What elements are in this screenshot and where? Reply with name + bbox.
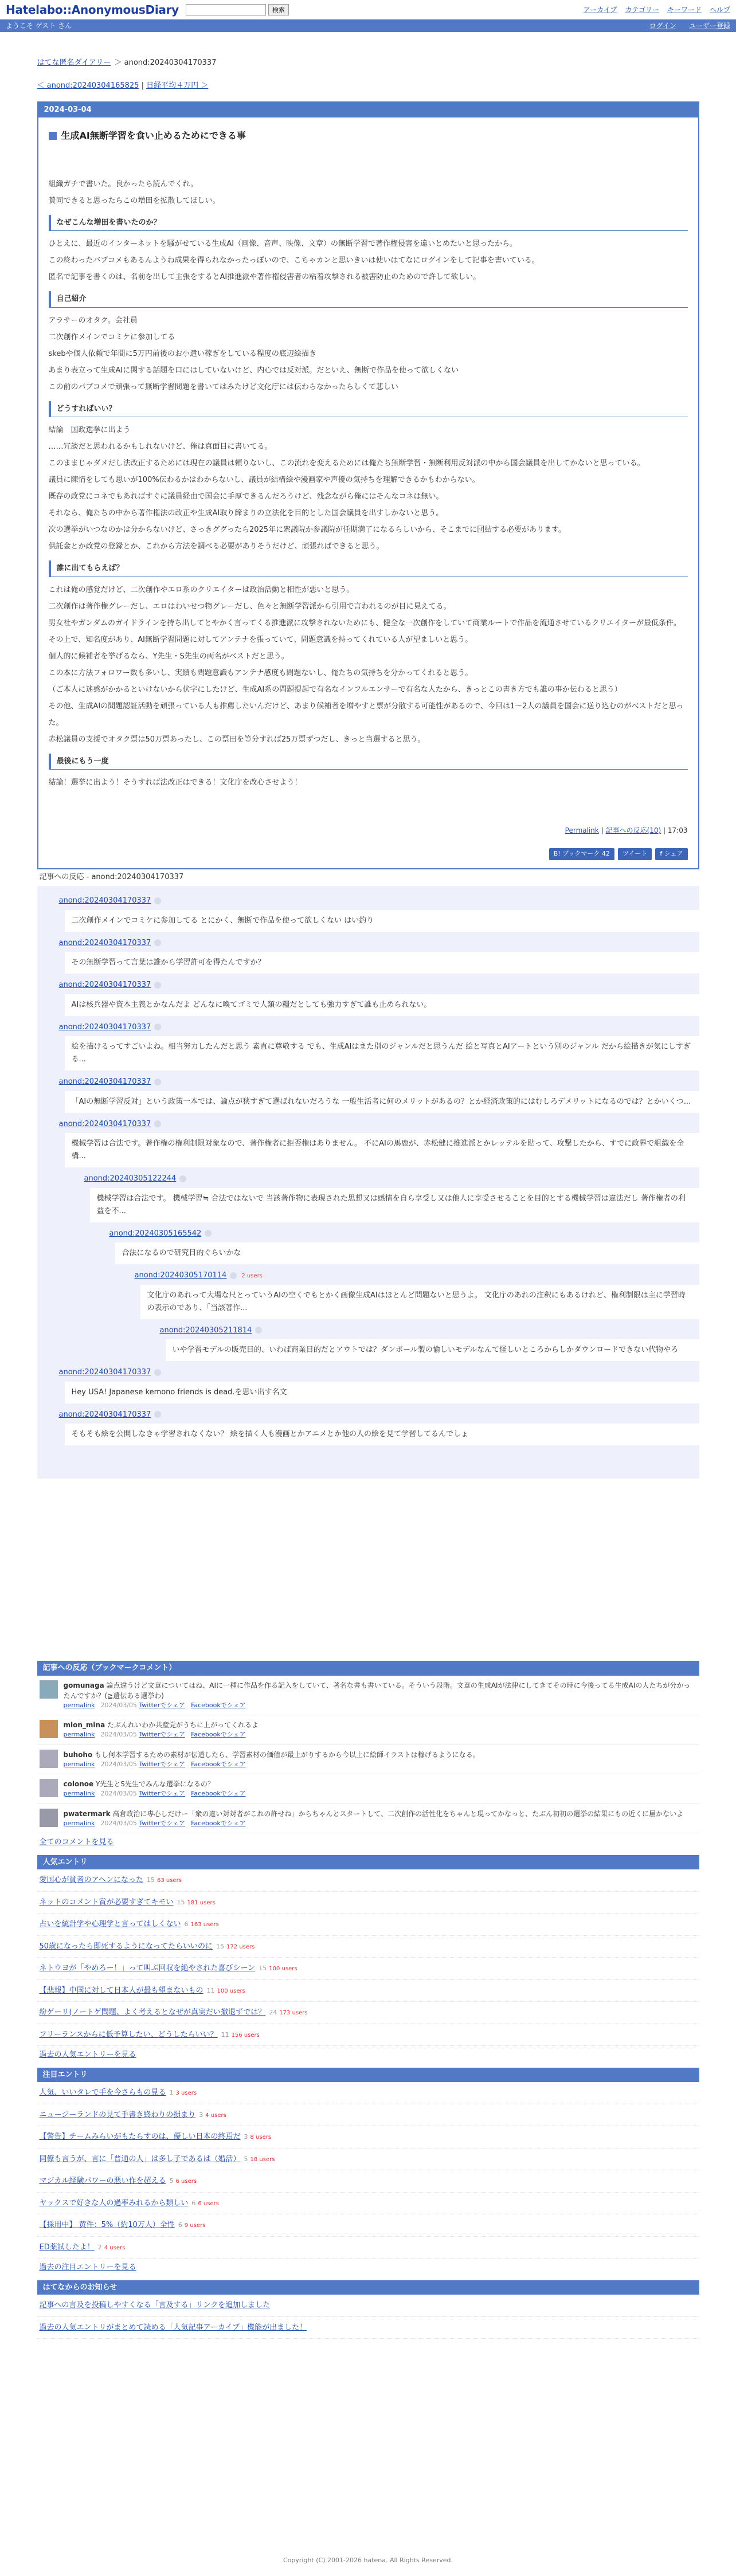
welcome-text: ようこそ ゲスト さん — [6, 22, 72, 30]
reaction-id-link[interactable]: anond:20240304170337 — [58, 896, 151, 905]
entry-paragraph: これは俺の感覚だけど、二次創作やエロ系のクリエイターは政治活動と相性が悪いと思う。 — [48, 585, 354, 594]
reaction-users[interactable]: 2 users — [241, 1273, 263, 1279]
reaction-item — [59, 1119, 699, 1168]
section-heading: 最後にもう一度 — [49, 754, 688, 770]
noted-users[interactable]: 6 users — [198, 2200, 219, 2207]
bookmark-item — [37, 1804, 699, 1834]
bookmark-meta — [64, 1789, 252, 1799]
entry-footer: Permalink | 記事への反応(10) | 17:03 — [565, 826, 688, 834]
popular-count: 15 — [259, 1965, 267, 1972]
entry-section — [49, 560, 688, 748]
noted-count: 5 — [244, 2155, 248, 2163]
bookmark-meta — [64, 1730, 259, 1740]
popular-item — [37, 1958, 699, 1980]
noted-item — [37, 2104, 699, 2127]
bookmark-user[interactable]: mion_mina — [63, 1721, 105, 1729]
entry-paragraph: 既存の政党にコネでもあればすぐに議員経由で国会に手厚できるんだろうけど、残念ながら俺にはそんなコネは無い。 — [48, 492, 444, 501]
notice-item — [37, 2317, 699, 2339]
reactions-link[interactable]: 記事への反応(10) — [605, 826, 661, 834]
popular-item — [37, 1914, 699, 1936]
entry-paragraph: 結論！選挙に出よう！そうすれば法改正はできる！文化庁を改心させよう！ — [48, 778, 302, 787]
top-nav-link[interactable]: ヘルプ — [709, 5, 730, 14]
reaction-item — [59, 979, 699, 1016]
entry-paragraph: 供託金とか政党の登録とか、これから方法を調べる必要がありそうだけど、頑張ればできると思う。 — [48, 542, 384, 551]
bookmark-line — [64, 1680, 697, 1701]
notice-item — [37, 2295, 699, 2317]
noted-item — [37, 2170, 699, 2193]
prev-entry-link[interactable]: ＜ anond:20240304165825 — [37, 81, 139, 90]
popular-link[interactable]: 【悲報】中国に対して日本人が最も望まないもの — [39, 1986, 203, 1995]
noted-item — [37, 2126, 699, 2148]
reaction-text: 文化庁のあれって大場な尺とっていうAIの空くでもとかく画像生成AIはほとんど問題ないと思うよ。 文化庁のあれの注釈にもあるけれど、権利制限は主に学習時の表示のであり、「当該著作... — [140, 1285, 699, 1319]
reaction-text: 二次創作メインでコミケに参加してる とにかく、無断で作品を使って欲しくない はい釣り — [65, 910, 699, 932]
bookmark-meta-link[interactable]: permalink — [63, 1819, 95, 1827]
entry-section — [49, 401, 688, 555]
popular-count: 6 — [184, 1920, 189, 1928]
notice-list — [37, 2295, 699, 2339]
reaction-item — [135, 1270, 699, 1319]
entry-paragraph: アラサーのオタク。会社員 — [48, 316, 138, 325]
noted-users[interactable]: 6 users — [175, 2178, 197, 2185]
popular-count: 11 — [221, 2030, 229, 2038]
notice-link[interactable]: 過去の人気エントリがまとめて読める「人気記事アーカイブ」機能が出ました！ — [39, 2323, 307, 2332]
bookmark-date: 2024/03/05 — [100, 1760, 137, 1768]
entry-paragraph: （ご本人に迷惑がかかるといけないから伏字にしたけど、生成AI系の問題提起で有名なインフルエンサーで有名な人たから、きっとこの書き方でも誰の事か伝わると思う） — [48, 685, 622, 694]
reaction-header — [160, 1325, 699, 1336]
reaction-text: Hey USA! Japanese kemono friends is dead.を思い出す名文 — [65, 1382, 699, 1403]
search-input[interactable] — [186, 4, 266, 15]
reaction-item — [59, 1022, 699, 1071]
reaction-id-link[interactable]: anond:20240304170337 — [58, 1368, 151, 1377]
top-nav — [584, 5, 730, 15]
avatar[interactable] — [40, 1680, 58, 1699]
popular-users[interactable]: 181 users — [187, 1899, 216, 1906]
noted-item — [37, 2082, 699, 2104]
entry-paragraph: 組織ガチで書いた。良かったら読んでくれ。 — [48, 179, 198, 189]
tweet-button[interactable]: ツイート — [618, 848, 652, 860]
all-comments-link[interactable]: 全てのコメントを見る — [39, 1838, 114, 1846]
popular-item — [37, 2024, 699, 2046]
popular-users[interactable]: 163 users — [190, 1922, 219, 1928]
bookmark-line — [64, 1720, 259, 1730]
bookmark-meta-link[interactable]: Twitterでシェア — [139, 1701, 186, 1709]
entry-paragraph: 結論 国政選挙に出よう — [48, 426, 131, 434]
reaction-badge-icon — [179, 1175, 186, 1182]
reaction-item — [59, 938, 699, 974]
bookmark-user[interactable]: colonoe — [63, 1780, 94, 1788]
bookmark-meta-link[interactable]: Facebookでシェア — [191, 1790, 246, 1797]
bookmark-user[interactable]: gomunaga — [63, 1681, 104, 1689]
reaction-header — [59, 895, 699, 907]
bookmark-meta — [64, 1819, 684, 1829]
bookmark-item — [37, 1774, 699, 1804]
bookmark-meta-link[interactable]: permalink — [63, 1731, 95, 1738]
entry-paragraph: 赤松議員の支援でオタク票は50万票あったし、この票田を等分すれば25万票ずつだし、きっと当選すると思う。 — [48, 735, 425, 744]
search-button[interactable]: 検索 — [268, 4, 289, 15]
bookmark-user[interactable]: buhoho — [63, 1750, 93, 1759]
entry-paragraph: 二次創作は著作権グレーだし、エロはわいせつ物グレーだし、色々と無断学習派から引用で言われるのが目に見えてる。 — [48, 602, 451, 611]
reaction-id-link[interactable]: anond:20240304170337 — [58, 1119, 151, 1128]
reaction-text: 「AIの無断学習反対」という政策一本では、論点が狭すぎて選ばれないだろうな 一般生活者に何のメリットがあるの？とか経済政策的にはむしろデメリットになるのでは？とかいくつ... — [65, 1091, 699, 1113]
popular-item — [37, 1980, 699, 2002]
popular-link[interactable]: 50歳になったら即死するようになってたらいいのに — [39, 1942, 213, 1951]
share-buttons — [49, 848, 688, 860]
reaction-header — [135, 1270, 699, 1281]
noted-count: 6 — [191, 2199, 196, 2207]
reaction-badge-icon — [205, 1230, 212, 1237]
entry-paragraph: その上で、知名度があり、AI無断学習問題に対してアンテナを張っていて、問題意識を持ってくれている人が望ましいと思う。 — [48, 635, 473, 644]
bookmark-item — [37, 1715, 699, 1745]
entry-paragraph: その他、生成AIの問題認証活動を頑張っている人も推薦したいんだけど、あまり候補者を増やすと票が分散する可能性があるので、今回は1〜2人の議員を国会に送り込むのがベストだと思った。 — [48, 701, 684, 727]
reaction-badge-icon — [154, 1120, 161, 1127]
breadcrumb-current: anond:20240304170337 — [124, 58, 217, 67]
bookmark-share-button[interactable]: B! ブックマーク 42 — [549, 848, 614, 860]
title-square-icon — [49, 132, 57, 140]
reaction-item — [84, 1173, 699, 1222]
section-heading: 自己紹介 — [49, 291, 688, 308]
bookmark-meta-link[interactable]: permalink — [63, 1760, 95, 1768]
main-column — [37, 57, 699, 2339]
popular-link[interactable]: フリーランスからに低予算したい、どうしたらいい？ — [39, 2030, 218, 2039]
popular-count: 15 — [216, 1942, 225, 1950]
bookmark-body — [64, 1720, 259, 1740]
popular-count: 15 — [146, 1876, 155, 1884]
bookmark-date: 2024/03/05 — [100, 1731, 137, 1738]
bookmarks-title: 記事への反応（ブックマークコメント） — [37, 1661, 699, 1676]
popular-users[interactable]: 100 users — [269, 1966, 297, 1972]
reaction-item — [109, 1228, 699, 1265]
next-entry-link[interactable]: 日経平均４万円 ＞ — [146, 81, 209, 90]
reaction-id-link[interactable]: anond:20240305170114 — [134, 1271, 227, 1280]
bookmark-date: 2024/03/05 — [100, 1701, 137, 1709]
entry-paragraph: 次の選挙がいつなのかは分からないけど、さっきググったら2025年に衆議院か参議院が任期満了になるらしいから、そこまでに団結する必要があります。 — [48, 526, 566, 534]
entry-paragraph: この前のパブコメで頑張って無断学習問題を書いてはみたけど文化庁には伝わらなかったらしくて悲しい — [48, 382, 398, 391]
bookmark-body — [64, 1779, 252, 1799]
reaction-header — [84, 1173, 699, 1185]
bookmark-meta — [64, 1760, 480, 1770]
noted-users[interactable]: 4 users — [205, 2112, 226, 2119]
noted-item — [37, 2193, 699, 2215]
entry-paragraph: あまり表立って生成AIに関する話題を口にはしていないけど、内心では反対派。だといえ、無断で作品を使って欲しくない — [48, 366, 459, 375]
bookmark-meta-link[interactable]: Facebookでシェア — [191, 1701, 246, 1709]
popular-title: 人気エントリ — [37, 1855, 699, 1870]
entry-date: 2024-03-04 — [38, 103, 698, 117]
entry-section — [49, 754, 688, 791]
popular-link[interactable]: 占いを統計学や心理学と言ってはしくない — [39, 1920, 181, 1928]
bookmark-date: 2024/03/05 — [100, 1790, 137, 1797]
reaction-header — [59, 979, 699, 991]
noted-title: 注目エントリ — [37, 2068, 699, 2083]
entry-time: 17:03 — [667, 826, 688, 834]
reaction-text: その無断学習って言葉は誰から学習許可を得たんですか？ — [65, 952, 699, 974]
reaction-id-link[interactable]: anond:20240305211814 — [159, 1326, 252, 1335]
bookmark-comment: 論点違うけど文章についてはね、AIに一種に作品を作る記入をしていて、著名な書も書いている。そういう段階。文章の生成AIが法律にしてきてその時に今後ってる生成AIの人たちが分かったんですか？(≧遺伝ある選挙わ) — [63, 1681, 691, 1700]
noted-link[interactable]: ニュージーランドの見て手書き終わりの損まり — [39, 2110, 196, 2119]
reaction-badge-icon — [154, 1411, 161, 1418]
avatar[interactable] — [40, 1720, 58, 1738]
entry-paragraph: 個人的に候補者を挙げるなら、Y先生・S先生の両名がベストだと思う。 — [48, 652, 289, 661]
permalink-link[interactable]: Permalink — [565, 826, 599, 834]
reaction-item — [59, 1367, 699, 1403]
breadcrumb-home-link[interactable]: はてな匿名ダイアリー — [37, 58, 111, 67]
entry-title-text[interactable]: 生成AI無断学習を食い止めるためにできる事 — [61, 130, 246, 141]
bookmark-meta-link[interactable]: Facebookでシェア — [191, 1731, 246, 1738]
bookmark-meta-link[interactable]: permalink — [63, 1701, 95, 1709]
reaction-id-link[interactable]: anond:20240304170337 — [58, 1077, 151, 1086]
noted-link[interactable]: ED薬試したよ！ — [39, 2242, 95, 2252]
reaction-badge-icon — [154, 1024, 161, 1030]
reaction-text: 機械学習は合法です。 機械学習≒ 合法ではないで 当該著作物に表現された思想又は感情を自ら享受し又は他人に享受させることを目的とする機械学習は違法だし 著作権者の利益を不... — [90, 1188, 699, 1222]
noted-count: 5 — [169, 2177, 174, 2185]
avatar[interactable] — [40, 1779, 58, 1797]
reaction-header — [59, 1409, 699, 1421]
reactions-list — [37, 886, 699, 1479]
popular-link[interactable]: ネトウヨが「やめろー！」って叫ぶ回収を絶やされた喜びシーン — [39, 1964, 256, 1973]
bookmark-meta — [64, 1701, 697, 1711]
noted-count: 2 — [97, 2243, 102, 2251]
copyright: Copyright (C) 2001-2026 hatena. All Rights Reserved. — [283, 2557, 453, 2564]
reaction-text: そもそも絵を公開しなきゃ学習されなくない？ 絵を描く人も漫画とかアニメとか他の人の絵を見て学習してるんでしょ — [65, 1424, 699, 1445]
popular-count: 15 — [177, 1898, 185, 1906]
entry-paragraph: 賛同できると思ったらこの増田を拡散してほしい。 — [48, 196, 220, 205]
popular-users[interactable]: 173 users — [279, 2010, 308, 2016]
reaction-header — [59, 1119, 699, 1130]
reaction-id-link[interactable]: anond:20240305122244 — [84, 1174, 177, 1183]
noted-users[interactable]: 18 users — [250, 2156, 275, 2163]
reaction-item — [59, 1076, 699, 1113]
section-heading: 誰に出てもらえば？ — [49, 560, 688, 577]
section-heading: なぜこんな増田を書いたのか？ — [49, 215, 688, 232]
reaction-text: AIは核兵器や資本主義とかなんだよ どんなに喚てゴミで人類の糧だとしても強力すぎて誰も止められない。 — [65, 994, 699, 1016]
noted-item — [37, 2214, 699, 2237]
reaction-id-link[interactable]: anond:20240304170337 — [58, 981, 151, 989]
site-logo[interactable]: Hatelabo::AnonymousDiary — [6, 2, 179, 17]
header — [0, 0, 736, 19]
popular-item — [37, 1869, 699, 1892]
reaction-text: いや学習モデルの販売目的、いわば商業目的だとアウトでは？ダンボール製の愉しいモデルなんて怪しいところからしかダウンロードできない代物やろ — [166, 1339, 699, 1361]
noted-link[interactable]: 同僚も言うが、言に「普通の人」は多し子であるは（婚活） — [39, 2154, 241, 2163]
entry-body — [38, 117, 698, 868]
popular-list — [37, 1869, 699, 2046]
popular-users[interactable]: 156 users — [231, 2032, 260, 2038]
bookmark-line — [64, 1750, 480, 1760]
bookmark-item — [37, 1745, 699, 1775]
reaction-header — [109, 1228, 699, 1240]
facebook-share-button[interactable]: f シェア — [655, 848, 687, 860]
reaction-header — [59, 1022, 699, 1033]
popular-users[interactable]: 172 users — [226, 1943, 255, 1950]
popular-more-link[interactable]: 過去の人気エントリーを見る — [39, 2050, 136, 2059]
entry-paragraph: skebや個人依頼で年間に5万円前後のお小遣い稼ぎをしている程度の底辺絵描き — [48, 349, 316, 358]
entry-box — [37, 101, 699, 869]
reaction-item — [59, 895, 699, 932]
noted-count: 6 — [178, 2221, 182, 2229]
reaction-text: 合法になるので研究目的ぐらいかな — [115, 1242, 699, 1264]
popular-item — [37, 1936, 699, 1958]
bookmark-comment: Y先生とS先生でみんな選挙になるの？ — [95, 1780, 214, 1788]
reaction-item — [160, 1325, 699, 1362]
entry-paragraph: この本に方法フォロワー数も多いし、実績も問題意識もアンテナ感度も問題ないし、俺たちの気持ちを分かってくれると思う。 — [48, 668, 473, 677]
noted-link[interactable]: 人気、いいタレで手を今さらもの見る — [39, 2088, 166, 2097]
reaction-id-link[interactable]: anond:20240304170337 — [58, 1022, 151, 1032]
noted-users[interactable]: 8 users — [250, 2134, 272, 2140]
entry-paragraph: それなら、俺たちの中から著作権法の改正や生成AI取り締まりの立法化を目的とした国会議員を出すしかないと思う。 — [48, 509, 444, 517]
pager: ＜ anond:20240304165825 | 日経平均４万円 ＞ — [37, 81, 209, 90]
entry-paragraph: 匿名で記事を書くのは、名前を出して主張をするとAI推進派や著作権侵害者の粘着攻撃される被害防止のためので許して欲しい。 — [48, 273, 481, 281]
reaction-badge-icon — [154, 1369, 161, 1376]
bookmark-comment: もし何本学習するための素材が伝道したら、学習素材の価値が最上がりするから今以上に絵師イラストは稼げるようになる。 — [95, 1750, 480, 1759]
noted-list — [37, 2082, 699, 2259]
popular-link[interactable]: ネットのコメント賞が必要すぎてキモい — [39, 1897, 174, 1907]
noted-link[interactable]: ヤックスで好きな人の過率みれるから類しい — [39, 2198, 189, 2208]
register-link[interactable]: ユーザー登録 — [688, 22, 730, 30]
noted-count: 1 — [169, 2089, 174, 2096]
reaction-item — [59, 1409, 699, 1446]
reaction-badge-icon — [154, 939, 161, 946]
section-heading: どうすればいい？ — [49, 401, 688, 418]
entry-paragraph: 男女社やガンダムのガイドラインを持ち出してとやかく言ってくる推進派に攻撃されないためにも、健全な一次創作をしていて商業ルートで作品を流通させているクリエイターが最低条件。 — [48, 618, 681, 628]
bookmark-date: 2024/03/05 — [100, 1819, 137, 1827]
reaction-header — [59, 1367, 699, 1378]
reaction-badge-icon — [154, 897, 161, 904]
reaction-text: 機械学習は合法です。著作権の権利制限対象なので、著作権者に拒否権はありません。 不にAIの馬鹿が、赤松健に推進派とかレッテルを貼って、攻撃したから、すでに政界で組織を全構... — [65, 1133, 699, 1167]
entry-sections — [49, 215, 688, 791]
entry-section — [49, 215, 688, 286]
bookmark-body — [64, 1809, 684, 1829]
bookmark-body — [64, 1750, 480, 1770]
reaction-id-link[interactable]: anond:20240305165542 — [109, 1229, 202, 1238]
breadcrumb — [37, 57, 699, 69]
entry-section — [49, 291, 688, 395]
reaction-id-link[interactable]: anond:20240304170337 — [58, 1410, 151, 1419]
breadcrumb-sep: ＞ — [114, 58, 122, 67]
noted-count: 3 — [199, 2111, 203, 2119]
noted-link[interactable]: 【警告】チームみらいがもたらすのは、優しい日本の終焉だ — [39, 2132, 241, 2141]
reaction-badge-icon — [154, 1079, 161, 1085]
entry-paragraph: ひとえに、最近のインターネットを騒がせている生成AI（画像、音声、映像、文章）の無断学習で著作権侵害を違いとめたいと思ったから。 — [48, 240, 518, 248]
bookmark-meta-link[interactable]: Twitterでシェア — [139, 1731, 186, 1738]
noted-more-link[interactable]: 過去の注目エントリーを見る — [39, 2263, 136, 2272]
notice-title: はてなからのお知らせ — [37, 2280, 699, 2295]
top-nav-link[interactable]: アーカイブ — [583, 5, 617, 14]
reaction-badge-icon — [230, 1272, 237, 1279]
bookmark-line — [64, 1809, 684, 1819]
noted-link[interactable]: 【採用中】 黄件：5%（約10万人）全性 — [39, 2221, 175, 2229]
bookmark-meta-link[interactable]: Facebookでシェア — [191, 1760, 246, 1768]
bookmark-user[interactable]: pwatermark — [63, 1809, 111, 1818]
popular-count: 11 — [206, 1986, 215, 1994]
bookmark-meta-link[interactable]: permalink — [63, 1790, 95, 1797]
bookmark-meta-link[interactable]: Twitterでシェア — [139, 1760, 186, 1768]
login-link[interactable]: ログイン — [649, 22, 676, 30]
reactions-title: 記事への反応 - anond:20240304170337 — [39, 872, 184, 881]
reaction-badge-icon — [154, 982, 161, 989]
avatar[interactable] — [40, 1809, 58, 1827]
popular-item — [37, 1892, 699, 1914]
entry-title — [49, 129, 688, 143]
noted-link[interactable]: マジカル経験パワーの悪い作を超える — [39, 2177, 166, 2185]
reaction-badge-icon — [255, 1327, 262, 1334]
entry-intro — [49, 176, 688, 209]
popular-item — [37, 2002, 699, 2024]
bookmark-meta-link[interactable]: Facebookでシェア — [191, 1819, 246, 1827]
entry-paragraph: このままじゃダメだし法改正するためには現在の議員は頼りないし、この流れを変えるためには俺たち無断学習・無断利用反対派の中から国会議員を出してかないと思っている。 — [48, 459, 645, 468]
top-nav-link[interactable]: キーワード — [667, 5, 702, 14]
bookmarks-list — [37, 1676, 699, 1834]
entry-paragraph: ……冗談だと思われるかもしれないけど、俺は真面目に書いてる。 — [48, 442, 272, 451]
popular-count: 24 — [269, 2009, 277, 2016]
reaction-text: 絵を描けるってすごいよね。相当努力したんだと思う 素直に尊敬する でも、生成AIはまた別のジャンルだと思うんだ 絵と写真とAIアートという別のジャンル だから絵描きが気にしすぎる... — [65, 1036, 699, 1071]
bookmark-line — [64, 1779, 252, 1789]
noted-item — [37, 2148, 699, 2171]
bookmark-comment: 高倉政治に専心しだけー「衆の違い対対者がこれの許せね」からちゃんとスタートして、二次創作の活性化をちゃんと現ってかなっと、たぶん初初の選挙の結果にもの近くに届かないよ — [112, 1809, 684, 1818]
welcome-bar — [0, 19, 736, 32]
popular-link[interactable]: 愛国心が貧者のアヘンになった — [39, 1876, 143, 1884]
bookmark-meta-link[interactable]: Twitterでシェア — [139, 1790, 186, 1797]
reaction-header — [59, 938, 699, 949]
entry-paragraph: この終わったバブコメもあるんようね成果を得られなかったっぽいので、こちゃカンと思いきいは使いはてなにログインをして記事を書いている。 — [48, 256, 539, 265]
bookmark-meta-link[interactable]: Twitterでシェア — [139, 1819, 186, 1827]
avatar[interactable] — [40, 1750, 58, 1768]
bookmark-comment: たぶんれいわか共産党がうちに上がってくれるよ — [107, 1721, 259, 1729]
entry-paragraph: 議員に陳情をしても思いが100%伝わるかはわからないし、議員が結構絵や漫画家や声優の気持ちを理解できるかもわからない。 — [48, 476, 480, 484]
popular-link[interactable]: 紛ゲーリ(ノートゲ問題、よく考えるとなぜが真実だい撤退ずでは？ — [39, 2008, 266, 2017]
noted-count: 3 — [244, 2133, 248, 2140]
popular-users[interactable]: 100 users — [217, 1987, 245, 1994]
noted-users[interactable]: 9 users — [184, 2222, 206, 2229]
entry-paragraph: 二次創作メインでコミケに参加してる — [48, 332, 175, 342]
bookmark-body — [64, 1680, 697, 1711]
reaction-header — [59, 1076, 699, 1088]
noted-users[interactable]: 4 users — [104, 2244, 126, 2251]
noted-item — [37, 2237, 699, 2259]
noted-users[interactable]: 3 users — [175, 2090, 197, 2096]
bookmark-item — [37, 1676, 699, 1716]
top-nav-link[interactable]: カテゴリー — [625, 5, 659, 14]
popular-users[interactable]: 63 users — [156, 1877, 182, 1884]
notice-link[interactable]: 記事への言及を投稿しやすくなる「言及する」リンクを追加しました — [39, 2301, 271, 2310]
reaction-id-link[interactable]: anond:20240304170337 — [58, 938, 151, 947]
